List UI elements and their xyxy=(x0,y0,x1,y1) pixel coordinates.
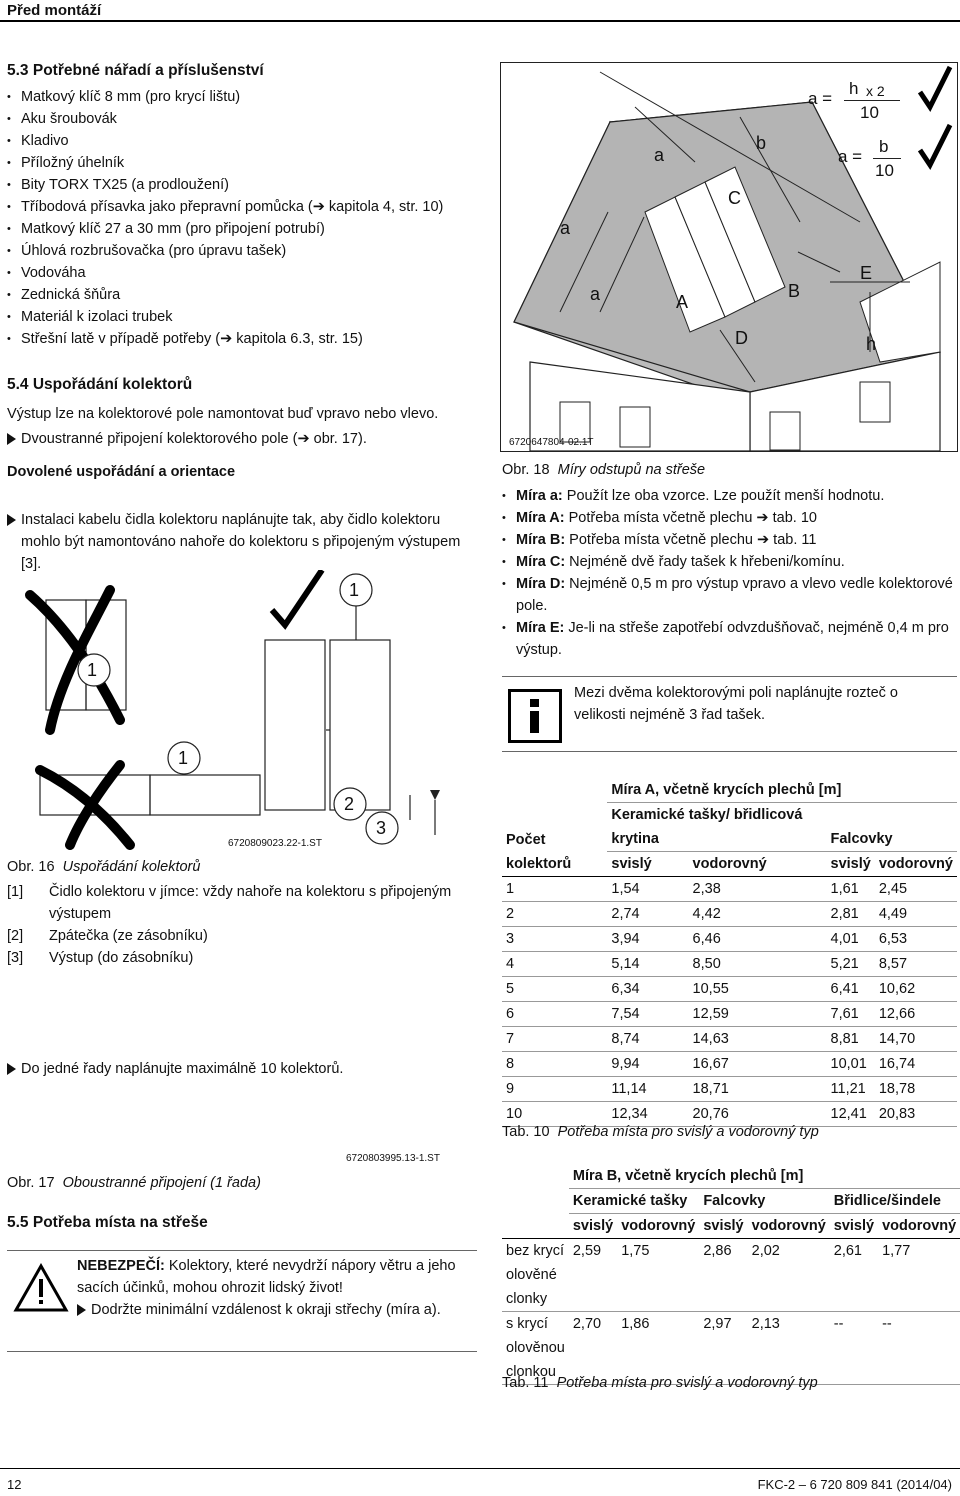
table-cell: 2,70 xyxy=(569,1312,617,1385)
measure-text: Potřeba místa včetně plechu ➔ tab. 10 xyxy=(564,510,817,526)
table-row xyxy=(502,952,957,977)
fig18-label-a1: a xyxy=(654,145,665,165)
tool-item: • Příložný úhelník xyxy=(7,152,487,174)
table-cell: 2,13 xyxy=(748,1312,830,1385)
table-cell: 6,34 xyxy=(607,977,688,1002)
fig17-code: 6720803995.13-1.ST xyxy=(346,1153,440,1164)
table11-col-6: vodorovný xyxy=(882,1218,957,1234)
table-cell: 6,46 xyxy=(689,927,827,952)
measure-text: Nejméně 0,5 m pro výstup vpravo a vlevo vedle kolektorové pole. xyxy=(516,576,953,614)
fig16-caption xyxy=(7,856,200,878)
fig16-drawing xyxy=(10,570,450,850)
measure-text: Potřeba místa včetně plechu ➔ tab. 11 xyxy=(565,532,817,548)
tool-item: • Úhlová rozbrušovačka (pro úpravu tašek) xyxy=(7,240,487,262)
table11-col-3: svislý xyxy=(703,1218,744,1234)
tool-item: • Materiál k izolaci trubek xyxy=(7,306,487,328)
table-cell: 7,54 xyxy=(607,1002,688,1027)
table-cell: 1 xyxy=(502,877,607,902)
fig16-label-2: 2 xyxy=(344,794,355,814)
fig16-step xyxy=(7,1058,477,1080)
table10-caption xyxy=(502,1121,819,1143)
table-cell: 16,74 xyxy=(875,1052,957,1077)
table11-sub2: Falcovky xyxy=(699,1189,829,1214)
legend-row xyxy=(7,947,477,969)
tool-item: • Kladivo xyxy=(7,130,487,152)
fig16-legend xyxy=(7,881,477,969)
section-5-4-step2 xyxy=(7,509,477,575)
table11-group-header: Míra B, včetně krycích plechů [m] xyxy=(569,1164,960,1189)
table-cell: 5 xyxy=(502,977,607,1002)
table-cell: 7 xyxy=(502,1027,607,1052)
table-cell: 1,86 xyxy=(617,1312,699,1385)
table-cell: 5,14 xyxy=(607,952,688,977)
table11-col-1: svislý xyxy=(572,1218,614,1234)
table-cell: 9,94 xyxy=(607,1052,688,1077)
danger-label: NEBEZPEČÍ: xyxy=(77,1258,165,1274)
table-cell: 2,81 xyxy=(827,902,875,927)
table10-col-svisly1: svislý xyxy=(611,856,652,872)
section-5-4-heading: 5.4 Uspořádání kolektorů xyxy=(7,376,193,393)
table-cell: 8,50 xyxy=(689,952,827,977)
fig18-label-a2: a xyxy=(560,218,571,238)
section-5-4-step xyxy=(7,428,487,450)
table-cell: 2 xyxy=(502,902,607,927)
table-cell: -- xyxy=(830,1312,878,1385)
legend-text: Zpátečka (ze zásobníku) xyxy=(49,928,208,944)
table11-sub1: Keramické tašky xyxy=(569,1189,699,1214)
table-cell: 18,71 xyxy=(689,1077,827,1102)
table-cell: 1,61 xyxy=(827,877,875,902)
tool-item: • Matkový klíč 27 a 30 mm (pro připojení potrubí) xyxy=(7,218,487,240)
doc-reference: FKC-2 – 6 720 809 841 (2014/04) xyxy=(757,1477,952,1492)
table-row xyxy=(502,927,957,952)
tool-item: • Tříbodová přísavka jako přepravní pomůcka (➔ kapitola 4, str. 10) xyxy=(7,196,487,218)
table10-col-svisly2: svislý xyxy=(830,856,871,872)
table-cell: 16,67 xyxy=(689,1052,827,1077)
fig16-code: 6720809023.22-1.ST xyxy=(228,838,322,849)
legend-text: Výstup (do zásobníku) xyxy=(49,950,194,966)
step-text: Instalaci kabelu čidla kolektoru naplánujte tak, aby čidlo kolektoru mohlo být namontováno nahoře do kolektoru s připojeným výstupem [3]. xyxy=(21,512,461,572)
table-cell: 7,61 xyxy=(827,1002,875,1027)
table-cell: 12,66 xyxy=(875,1002,957,1027)
fig18-caption xyxy=(502,459,705,481)
table10-col-count: Počet kolektorů xyxy=(502,803,607,877)
formula-x2: x 2 xyxy=(866,83,885,99)
tool-item: • Zednická šňůra xyxy=(7,284,487,306)
table-cell: 4,42 xyxy=(689,902,827,927)
table-cell: 2,45 xyxy=(875,877,957,902)
table-cell: 1,75 xyxy=(617,1239,699,1312)
measure-label: Míra D: xyxy=(516,576,566,592)
caption-num: Tab. 11 xyxy=(502,1375,549,1391)
table-cell: 3 xyxy=(502,927,607,952)
measure-label: Míra a: xyxy=(516,488,563,504)
table-row xyxy=(502,877,957,902)
table-cell: 1,77 xyxy=(878,1239,960,1312)
fig18-label-D: D xyxy=(735,328,748,348)
table-cell: 9 xyxy=(502,1077,607,1102)
caption-text: Míry odstupů na střeše xyxy=(557,462,706,478)
measure-label: Míra B: xyxy=(516,532,566,548)
table10-col-vodorovny2: vodorovný xyxy=(878,856,953,872)
danger-step xyxy=(77,1299,472,1321)
info-icon xyxy=(508,689,562,743)
table-cell: 2,97 xyxy=(699,1312,747,1385)
danger-text xyxy=(77,1255,472,1299)
caption-text: Potřeba místa pro svislý a vodorovný typ xyxy=(557,1124,819,1140)
header-rule xyxy=(0,20,960,22)
table-cell: 11,21 xyxy=(827,1077,875,1102)
table-cell: 10 xyxy=(502,1102,607,1127)
table-cell: 8,74 xyxy=(607,1027,688,1052)
table-row xyxy=(502,1052,957,1077)
section-5-4-intro: Výstup lze na kolektorové pole namontovat buď vpravo nebo vlevo. xyxy=(7,406,439,422)
measure-item xyxy=(502,485,957,507)
table-cell: 6 xyxy=(502,1002,607,1027)
table-row xyxy=(502,1239,960,1312)
section-5-3-heading: 5.3 Potřebné nářadí a příslušenství xyxy=(7,62,264,79)
caption-num: Obr. 17 xyxy=(7,1175,55,1191)
fraction-bar-2 xyxy=(873,158,901,159)
table11-col-4: vodorovný xyxy=(751,1218,826,1234)
measure-item xyxy=(502,551,957,573)
fig16-label-3: 3 xyxy=(376,818,387,838)
table-cell: 2,59 xyxy=(569,1239,617,1312)
table11-col-2: vodorovný xyxy=(621,1218,696,1234)
formula-b: b xyxy=(879,137,889,156)
legend-row xyxy=(7,881,477,925)
legend-key: [2] xyxy=(7,928,24,944)
table-10 xyxy=(502,778,957,1127)
table-cell: 20,76 xyxy=(689,1102,827,1127)
formula-a-prefix-2: a = xyxy=(838,147,863,166)
info-box xyxy=(502,676,957,752)
fig18-roof-diagram xyxy=(500,62,958,452)
table-row xyxy=(502,902,957,927)
table-cell: 2,38 xyxy=(689,877,827,902)
formula-10a: 10 xyxy=(860,103,879,122)
table-row xyxy=(502,1077,957,1102)
table11-caption xyxy=(502,1372,818,1394)
table-cell: 11,14 xyxy=(607,1077,688,1102)
section-5-4-subheading: Dovolené uspořádání a orientace xyxy=(7,464,236,480)
table-cell: -- xyxy=(878,1312,960,1385)
caption-text: Oboustranné připojení (1 řada) xyxy=(62,1175,261,1191)
table-cell: 20,83 xyxy=(875,1102,957,1127)
table-cell: 3,94 xyxy=(607,927,688,952)
danger-message: Kolektory, které nevydrží nápory větru a jeho sacích účinků, mohou ohrozit lidský život! xyxy=(77,1258,456,1296)
tool-item: • Aku šroubovák xyxy=(7,108,487,130)
table-cell: 2,61 xyxy=(830,1239,878,1312)
legend-key: [1] xyxy=(7,884,24,900)
danger-box xyxy=(7,1250,477,1352)
tool-item: • Vodováha xyxy=(7,262,487,284)
legend-row xyxy=(7,925,477,947)
table-cell: 4 xyxy=(502,952,607,977)
tool-item: • Střešní latě v případě potřeby (➔ kapitola 6.3, str. 15) xyxy=(7,328,487,350)
table-11 xyxy=(502,1164,960,1385)
tool-item: • Bity TORX TX25 (a prodloužení) xyxy=(7,174,487,196)
formula-10b: 10 xyxy=(875,161,894,180)
fig16-label-1c: 1 xyxy=(178,748,189,768)
info-note-text: Mezi dvěma kolektorovými poli naplánujte rozteč o velikosti nejméně 3 řad tašek. xyxy=(574,685,898,723)
table-row xyxy=(502,977,957,1002)
footer-rule xyxy=(0,1468,960,1469)
table10-sub1: Keramické tašky/ břidlicová krytina xyxy=(607,803,826,852)
formula-h: h xyxy=(849,79,859,98)
measure-label: Míra E: xyxy=(516,620,565,636)
caption-num: Obr. 16 xyxy=(7,859,55,875)
caption-text: Potřeba místa pro svislý a vodorovný typ xyxy=(556,1375,818,1391)
table-cell: bez krycí olověné clonky xyxy=(502,1239,569,1312)
measure-text: Nejméně dvě řady tašek k hřebeni/komínu. xyxy=(565,554,845,570)
measure-item xyxy=(502,617,957,661)
table-cell: 18,78 xyxy=(875,1077,957,1102)
step-text: Do jedné řady naplánujte maximálně 10 kolektorů. xyxy=(21,1061,344,1077)
table-cell: 4,49 xyxy=(875,902,957,927)
formula-a-prefix-1: a = xyxy=(808,89,833,108)
fig18-label-C: C xyxy=(728,188,741,208)
table-cell: 14,70 xyxy=(875,1027,957,1052)
table-cell: s krycí olověnou clonkou xyxy=(502,1312,569,1385)
table11-col-5: svislý xyxy=(833,1218,875,1234)
legend-text: Čidlo kolektoru v jímce: vždy nahoře na kolektoru s připojeným výstupem xyxy=(49,884,452,922)
fig17-caption xyxy=(7,1172,261,1194)
fig18-code: 6720647804-02.1T xyxy=(509,437,594,448)
fig18-label-A: A xyxy=(676,292,689,312)
measure-item xyxy=(502,529,957,551)
table-cell: 10,62 xyxy=(875,977,957,1002)
fig18-label-h: h xyxy=(866,334,877,354)
measure-label: Míra A: xyxy=(516,510,565,526)
table-cell: 8,81 xyxy=(827,1027,875,1052)
table-cell: 10,01 xyxy=(827,1052,875,1077)
table-cell: 12,41 xyxy=(827,1102,875,1127)
caption-num: Tab. 10 xyxy=(502,1124,550,1140)
table-cell: 6,41 xyxy=(827,977,875,1002)
tool-item: • Matkový klíč 8 mm (pro krycí lištu) xyxy=(7,86,487,108)
caption-num: Obr. 18 xyxy=(502,462,550,478)
table-cell: 5,21 xyxy=(827,952,875,977)
table-cell: 12,59 xyxy=(689,1002,827,1027)
tools-list xyxy=(7,86,487,350)
table-row xyxy=(502,1027,957,1052)
measure-label: Míra C: xyxy=(516,554,566,570)
table-cell: 10,55 xyxy=(689,977,827,1002)
fig16-label-1a: 1 xyxy=(87,660,98,680)
section-5-5-heading: 5.5 Potřeba místa na střeše xyxy=(7,1214,208,1231)
table-cell: 2,86 xyxy=(699,1239,747,1312)
table11-sub3: Břidlice/šindele xyxy=(830,1189,960,1214)
table-cell: 4,01 xyxy=(827,927,875,952)
table-cell: 2,02 xyxy=(748,1239,830,1312)
fig18-label-E: E xyxy=(860,263,873,283)
table-cell: 6,53 xyxy=(875,927,957,952)
step-text: Dvoustranné připojení kolektorového pole (➔ obr. 17). xyxy=(21,431,367,447)
measure-item xyxy=(502,507,957,529)
fig18-label-b: b xyxy=(756,133,767,153)
table-row xyxy=(502,1002,957,1027)
table10-sub2: Falcovky xyxy=(827,803,957,852)
table10-group-header: Míra A, včetně krycích plechů [m] xyxy=(607,778,957,803)
measures-list xyxy=(502,485,957,661)
table-cell: 14,63 xyxy=(689,1027,827,1052)
fig18-label-a3: a xyxy=(590,284,601,304)
table-cell: 12,34 xyxy=(607,1102,688,1127)
measure-item xyxy=(502,573,957,617)
fig18-label-B: B xyxy=(788,281,801,301)
caption-text: Uspořádání kolektorů xyxy=(62,859,201,875)
measure-text: Použít lze oba vzorce. Lze použít menší hodnotu. xyxy=(562,488,885,504)
table10-col-vodorovny1: vodorovný xyxy=(692,856,767,872)
table-cell: 1,54 xyxy=(607,877,688,902)
page-number: 12 xyxy=(7,1477,22,1492)
table-cell: 2,74 xyxy=(607,902,688,927)
measure-text: Je-li na střeše zapotřebí odvzdušňovač, nejméně 0,4 m pro výstup. xyxy=(516,620,949,658)
step-text: Dodržte minimální vzdálenost k okraji střechy (míra a). xyxy=(91,1302,441,1318)
table-cell: 8,57 xyxy=(875,952,957,977)
fig16-label-1b: 1 xyxy=(349,580,360,600)
legend-key: [3] xyxy=(7,950,24,966)
table-cell: 8 xyxy=(502,1052,607,1077)
fraction-bar-1 xyxy=(844,100,900,101)
warning-triangle-icon xyxy=(13,1263,69,1313)
page-header-title: Před montáží xyxy=(7,2,102,19)
